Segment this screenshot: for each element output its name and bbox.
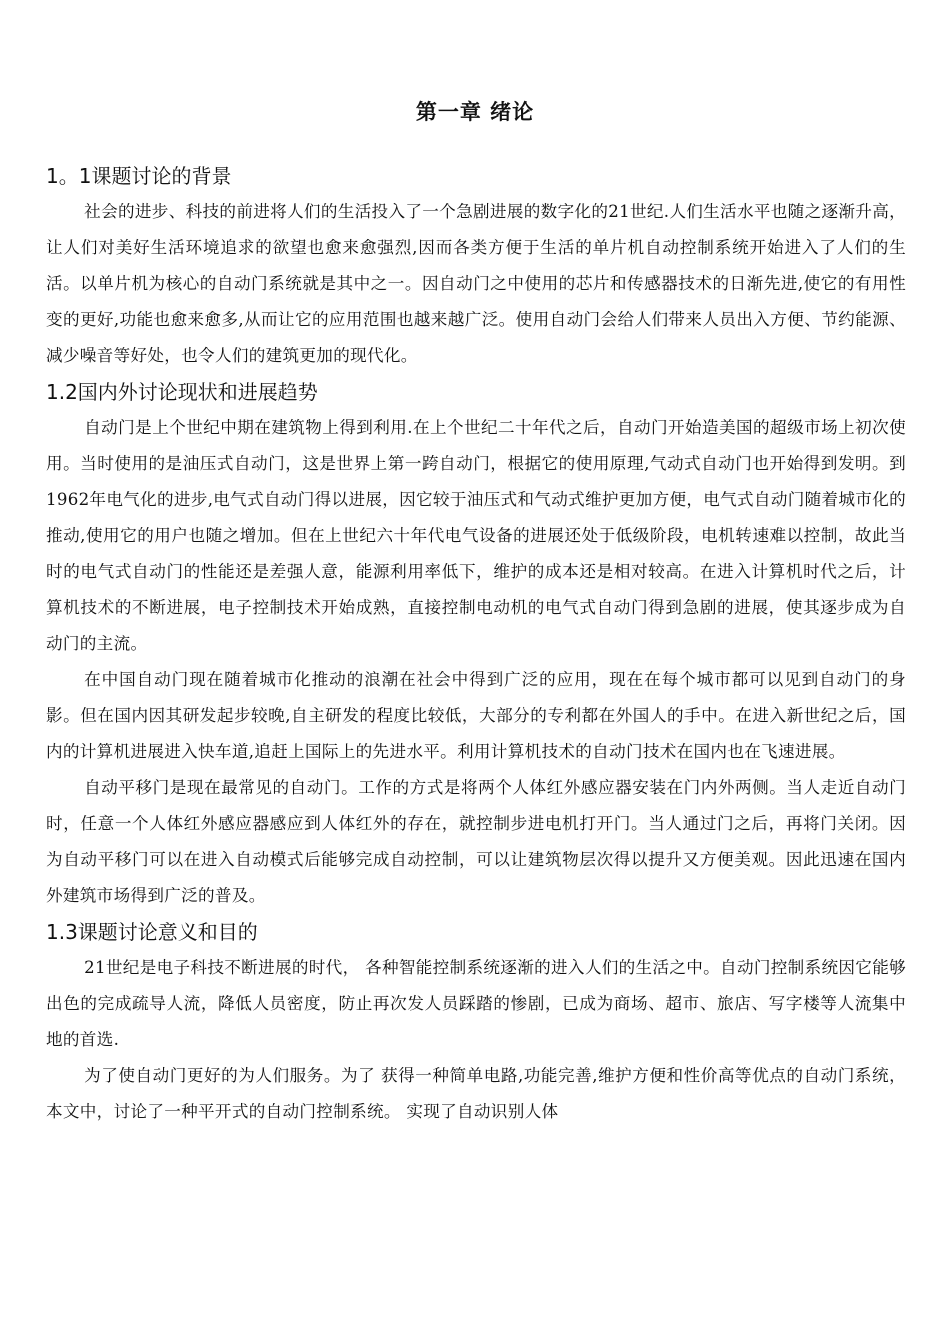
section-background	[46, 158, 906, 374]
section-research-status	[46, 374, 906, 914]
paragraph: 为了使自动门更好的为人们服务。为了 获得一种简单电路,功能完善,维护方便和性价高等优点的自动门系统，本文中，讨论了一种平开式的自动门控制系统。 实现了自动识别人体	[46, 1066, 906, 1121]
paragraph: 自动平移门是现在最常见的自动门。工作的方式是将两个人体红外感应器安装在门内外两侧。当人走近自动门时，任意一个人体红外感应器感应到人体红外的存在，就控制步进电机打开门。当人通过门之后，再将门关闭。因为自动平移门可以在进入自动模式后能够完成自动控制，可以让建筑物层次得以提升又方便美观。因此迅速在国内外建筑市场得到广泛的普及。	[46, 778, 906, 905]
section-heading: 1.3课题讨论意义和目的	[46, 920, 258, 944]
chapter-title: 第一章 绪论	[415, 100, 535, 124]
section-heading: 1.2国内外讨论现状和进展趋势	[46, 380, 318, 404]
paragraph: 自动门是上个世纪中期在建筑物上得到利用.在上个世纪二十年代之后，自动门开始造美国的超级市场上初次使用。当时使用的是油压式自动门，这是世界上第一跨自动门，根据它的使用原理,气动式自动门也开始得到发明。到1962年电气化的进步,电气式自动门得以进展，因它较于油压式和气动式维护更加方便，电气式自动门随着城市化的推动,使用它的用户也随之增加。但在上世纪六十年代电气设备的进展还处于低级阶段，电机转速难以控制，故此当时的电气式自动门的性能还是差强人意，能源利用率低下，维护的成本还是相对较高。在进入计算机时代之后，计算机技术的不断进展，电子控制技术开始成熟，直接控制电动机的电气式自动门得到急剧的进展，使其逐步成为自动门的主流。	[46, 418, 906, 653]
paragraph: 21世纪是电子科技不断进展的时代， 各种智能控制系统逐渐的进入人们的生活之中。自动门控制系统因它能够出色的完成疏导人流，降低人员密度，防止再次发人员踩踏的惨剧，已成为商场、超市、旅店、写字楼等人流集中地的首选.	[46, 958, 906, 1049]
paragraph: 社会的进步、科技的前进将人们的生活投入了一个急剧进展的数字化的21世纪.人们生活水平也随之逐渐升高，让人们对美好生活环境追求的欲望也愈来愈强烈,因而各类方便于生活的单片机自动控制系统开始进入了人们的生活。以单片机为核心的自动门系统就是其中之一。因自动门之中使用的芯片和传感器技术的日渐先进,使它的有用性变的更好,功能也愈来愈多,从而让它的应用范围也越来越广泛。使用自动门会给人们带来人员出入方便、节约能源、减少噪音等好处，也令人们的建筑更加的现代化。	[46, 202, 906, 365]
document-body	[46, 158, 906, 1130]
section-significance	[46, 914, 906, 1130]
section-heading: 1。1课题讨论的背景	[46, 164, 232, 188]
paragraph: 在中国自动门现在随着城市化推动的浪潮在社会中得到广泛的应用，现在在每个城市都可以见到自动门的身影。但在国内因其研发起步较晚,自主研发的程度比较低，大部分的专利都在外国人的手中。在进入新世纪之后，国内的计算机进展进入快车道,追赶上国际上的先进水平。利用计算机技术的自动门技术在国内也在飞速进展。	[46, 670, 906, 761]
